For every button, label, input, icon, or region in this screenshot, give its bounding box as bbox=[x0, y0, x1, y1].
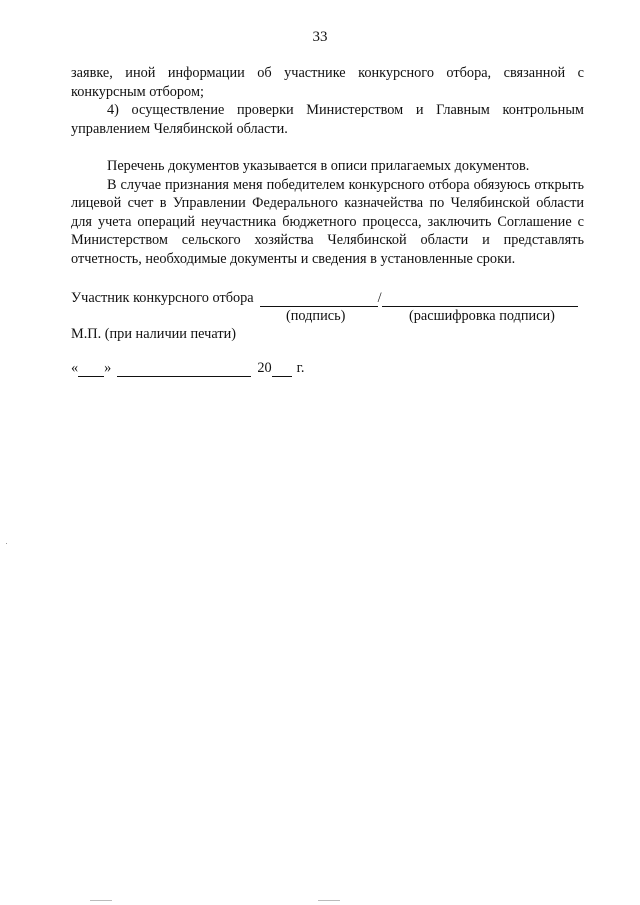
paragraph-continuation: заявке, иной информации об участнике конкурсного отбора, связанной с конкурсным отбором; bbox=[71, 65, 584, 100]
paragraph-item-4: 4) осуществление проверки Министерством и Главным контрольным управлением Челябинской области. bbox=[71, 102, 584, 137]
signature-block bbox=[71, 289, 591, 324]
paragraph-spacer bbox=[71, 138, 584, 157]
month-line bbox=[117, 364, 251, 377]
decryption-line bbox=[382, 293, 578, 307]
signature-label: Участник конкурсного отбора bbox=[71, 290, 254, 306]
date-close-quote: » bbox=[104, 360, 112, 376]
stamp-note: М.П. (при наличии печати) bbox=[71, 326, 236, 342]
footer-mark-right bbox=[318, 900, 340, 901]
year-prefix: 20 bbox=[257, 360, 272, 376]
day-line bbox=[78, 364, 104, 377]
date-open-quote: « bbox=[71, 360, 79, 376]
paragraph-obligation: В случае признания меня победителем конкурсного отбора обязуюсь открыть лицевой счет в Управлении Федерального казначейства по Челябинской области для учета операций неучастника бюджетного процесса, заключить Соглашение с Министерством сельского хозяйства Челябинской области и представлять отчетность, необходимые документы и сведения в установленные сроки. bbox=[71, 176, 584, 267]
document-body bbox=[71, 64, 584, 269]
date-line bbox=[71, 360, 304, 377]
scan-mark bbox=[6, 543, 7, 544]
signature-separator: / bbox=[377, 290, 382, 306]
page-number: 33 bbox=[312, 29, 328, 45]
year-suffix: г. bbox=[296, 360, 305, 376]
footer-mark-left bbox=[90, 900, 112, 901]
signature-caption: (подпись) bbox=[286, 308, 346, 324]
signature-line bbox=[260, 293, 378, 307]
year-line bbox=[272, 364, 292, 377]
decryption-caption: (расшифровка подписи) bbox=[409, 308, 555, 324]
paragraph-documents-list: Перечень документов указывается в описи прилагаемых документов. bbox=[107, 157, 530, 174]
